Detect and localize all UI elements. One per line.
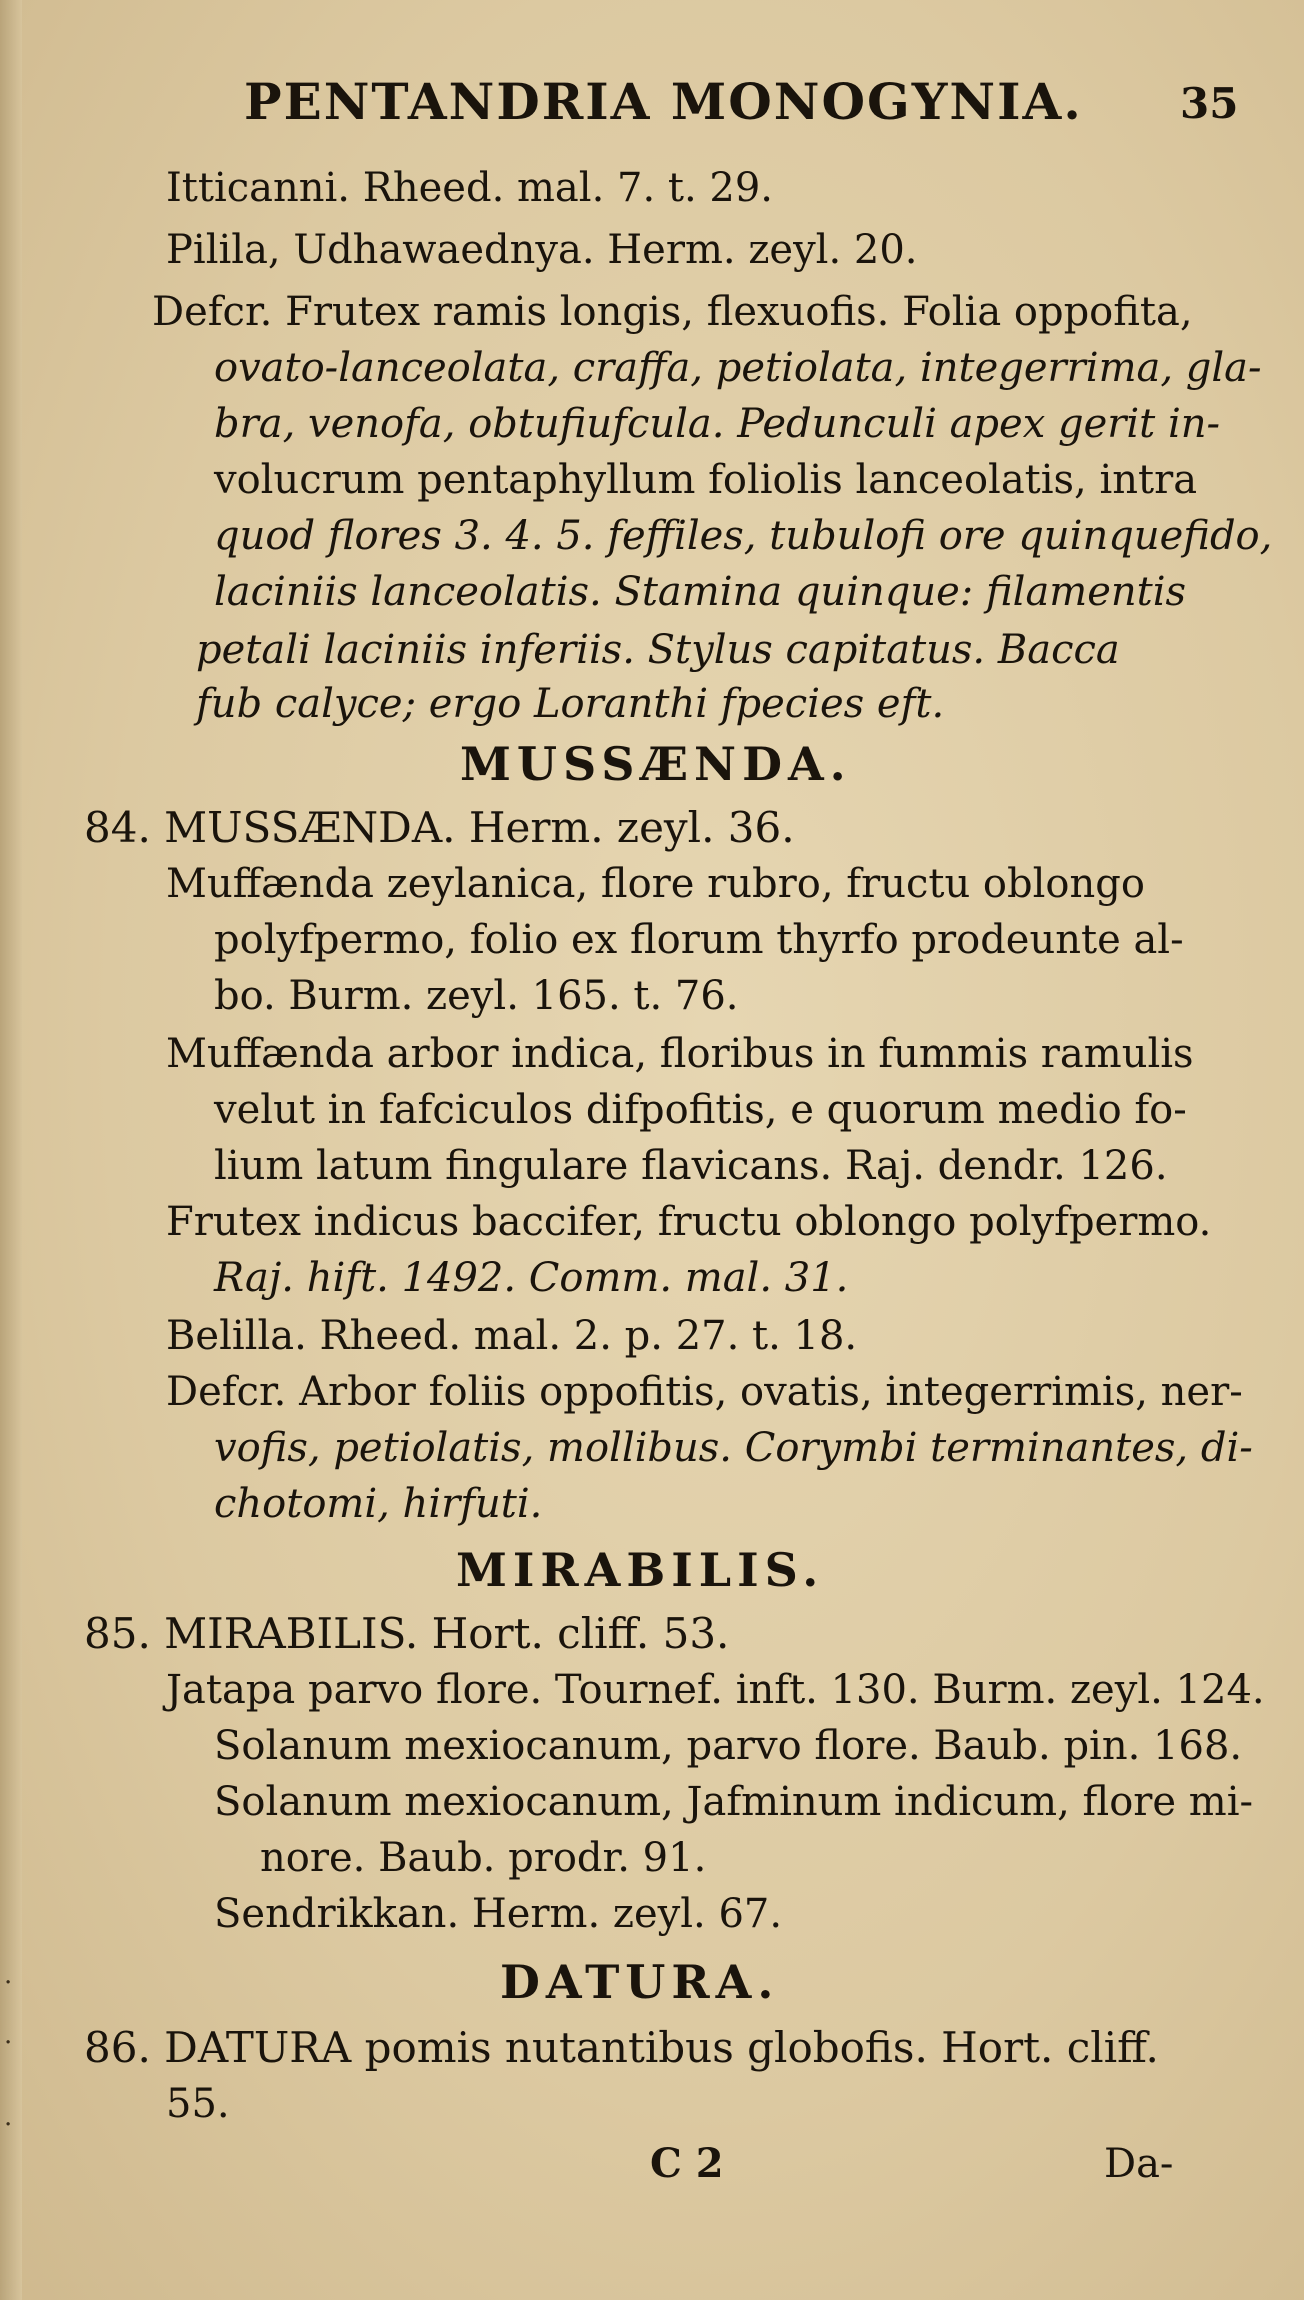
entry-line: Muffænda zeylanica, flore rubro, fructu oblongo [166, 861, 1145, 907]
entry-line: bo. Burm. zeyl. 165. t. 76. [214, 973, 739, 1019]
entry-line: vofis, petiolatis, mollibus. Corymbi terminantes, di- [214, 1425, 1253, 1471]
description-line: laciniis lanceolatis. Stamina quinque: filamentis [214, 569, 1187, 615]
catchword: Da- [1104, 2141, 1174, 2187]
entry-line: Raj. hift. 1492. Comm. mal. 31. [214, 1255, 849, 1301]
section-heading: MUSSÆNDA. [460, 737, 852, 791]
entry-line: 84. MUSSÆNDA. Herm. zeyl. 36. [84, 803, 795, 852]
section-heading: DATURA. [500, 1955, 780, 2009]
description-line: fub calyce; ergo Loranthi fpecies eft. [196, 681, 945, 727]
description-line: volucrum pentaphyllum foliolis lanceolatis, intra [214, 457, 1198, 503]
entry-line: Defcr. Arbor foliis oppofitis, ovatis, integerrimis, ner- [166, 1369, 1243, 1415]
entry-line: 55. [166, 2081, 230, 2127]
entry-line: Frutex indicus baccifer, fructu oblongo polyfpermo. [166, 1199, 1212, 1245]
margin-mark: · [4, 2028, 13, 2058]
running-title: PENTANDRIA MONOGYNIA. [244, 72, 1083, 131]
entry-line: Solanum mexiocanum, parvo flore. Baub. pin. 168. [214, 1723, 1243, 1769]
entry-itticanni: Itticanni. Rheed. mal. 7. t. 29. [166, 165, 773, 211]
entry-line: nore. Baub. prodr. 91. [260, 1835, 707, 1881]
page-number: 35 [1180, 79, 1239, 128]
description-line: petali laciniis inferiis. Stylus capitatus. Bacca [196, 627, 1120, 673]
entry-pilila: Pilila, Udhawaednya. Herm. zeyl. 20. [166, 227, 918, 273]
description-line: bra, venofa, obtufiufcula. Pedunculi apex gerit in- [214, 401, 1221, 447]
entry-line: Jatapa parvo flore. Tournef. inft. 130. Burm. zeyl. 124. [166, 1667, 1265, 1713]
signature-mark: C 2 [650, 2140, 724, 2187]
entry-line: velut in fafciculos difpofitis, e quorum medio fo- [214, 1087, 1187, 1133]
page-gutter [0, 0, 22, 2300]
entry-line: Sendrikkan. Herm. zeyl. 67. [214, 1891, 783, 1937]
description-line: Defcr. Frutex ramis longis, flexuofis. Folia oppofita, [152, 289, 1193, 335]
entry-line: 85. MIRABILIS. Hort. cliff. 53. [84, 1609, 730, 1658]
entry-line: Solanum mexiocanum, Jafminum indicum, flore mi- [214, 1779, 1254, 1825]
margin-mark: · [4, 1968, 13, 1998]
description-line: ovato-lanceolata, craffa, petiolata, integerrima, gla- [214, 345, 1262, 391]
entry-line: Belilla. Rheed. mal. 2. p. 27. t. 18. [166, 1313, 858, 1359]
entry-line: Muffænda arbor indica, floribus in fummis ramulis [166, 1031, 1194, 1077]
entry-line: lium latum fingulare flavicans. Raj. dendr. 126. [214, 1143, 1168, 1189]
description-line: quod flores 3. 4. 5. feffiles, tubulofi ore quinquefido, [214, 513, 1273, 559]
entry-line: polyfpermo, folio ex florum thyrfo prodeunte al- [214, 917, 1184, 963]
entry-line: chotomi, hirfuti. [214, 1481, 543, 1527]
entry-line: 86. DATURA pomis nutantibus globofis. Hort. cliff. [84, 2023, 1159, 2072]
margin-mark: · [4, 2110, 13, 2140]
section-heading: MIRABILIS. [456, 1543, 825, 1597]
